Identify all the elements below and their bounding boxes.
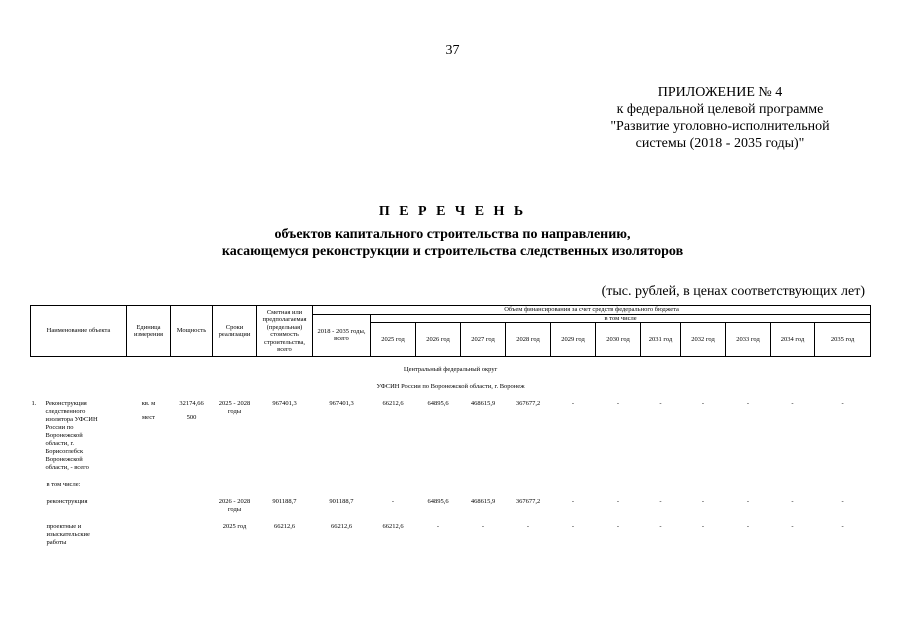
table-row: [31, 400, 871, 472]
appendix-header: [560, 84, 880, 152]
header-year: 2031 год: [641, 323, 681, 357]
header-unit: Единица измерения: [127, 306, 171, 357]
table-row: [31, 523, 871, 547]
document-title: П Е Р Е Ч Е Н Ь: [378, 204, 527, 219]
page-number: 37: [445, 43, 460, 58]
year-value: -: [616, 498, 620, 505]
year-value: -: [616, 523, 620, 530]
year-value: -: [841, 400, 844, 407]
year-value: -: [791, 523, 794, 530]
year-value: 367677,2: [515, 498, 541, 505]
year-value: 367677,2: [515, 400, 541, 407]
header-including: в том числе: [371, 314, 871, 323]
year-value: -: [526, 523, 530, 530]
year-value: 64895,6: [427, 400, 449, 407]
year-value: 64895,6: [427, 498, 449, 505]
district-row: [31, 366, 871, 374]
year-value: -: [571, 400, 575, 407]
header-year: 2027 год: [461, 323, 506, 357]
object-estimate: 967401,3: [272, 400, 297, 407]
year-value: -: [481, 523, 485, 530]
year-value: 66212,6: [382, 523, 404, 530]
header-year: 2026 год: [416, 323, 461, 357]
header-year: 2035 год: [815, 323, 871, 357]
year-value: -: [659, 498, 662, 505]
appendix-line-4: системы (2018 - 2035 годы)": [635, 136, 805, 151]
object-unit: кв. м: [141, 400, 156, 407]
table-row: [31, 498, 871, 514]
district-label: Центральный федеральный округ: [403, 366, 498, 373]
year-value: -: [571, 498, 575, 505]
header-period: Сроки реализации: [213, 306, 257, 357]
object-name: Реконструкция следственного изолятора УФСИН России по Воронежской области, г. Борисоглебск Воронежской области, - всего: [45, 400, 98, 471]
header-total: 2018 - 2035 годы, всего: [313, 314, 371, 357]
year-value: -: [436, 523, 440, 530]
row-name: реконструкция: [46, 498, 88, 505]
year-value: -: [841, 498, 844, 505]
row-estimate: 901188,7: [272, 498, 297, 505]
year-value: -: [746, 400, 750, 407]
subtitle-line-2: касающемуся реконструкции и строительства следственных изоляторов: [221, 244, 684, 259]
row-estimate: 66212,6: [273, 523, 296, 530]
year-value: -: [746, 498, 750, 505]
header-estimate: Сметная или предполагаемая (предельная) стоимость строительства, всего: [257, 306, 313, 357]
object-unit-cell: [127, 400, 171, 472]
year-value: -: [701, 498, 705, 505]
appendix-line-1: ПРИЛОЖЕНИЕ № 4: [657, 85, 783, 100]
header-year: 2034 год: [771, 323, 815, 357]
table-header: [31, 306, 871, 357]
header-year: 2028 год: [506, 323, 551, 357]
year-value: 66212,6: [382, 400, 404, 407]
year-value: -: [659, 400, 662, 407]
object-capacity-2: 500: [186, 414, 197, 421]
year-value: 468615,9: [470, 400, 496, 407]
year-value: -: [616, 400, 620, 407]
document-subtitle: [0, 226, 905, 260]
header-year: 2025 год: [371, 323, 416, 357]
row-period: 2025 год: [222, 523, 247, 530]
header-funding: Объем финансирования за счет средств федерального бюджета: [313, 306, 871, 315]
object-period: 2025 - 2028 годы: [218, 400, 251, 415]
subtitle-line-1: объектов капитального строительства по направлению,: [274, 227, 631, 242]
header-year: 2030 год: [596, 323, 641, 357]
year-value: -: [791, 498, 794, 505]
year-value: -: [701, 400, 705, 407]
header-year: 2032 год: [681, 323, 726, 357]
year-value: -: [391, 498, 395, 505]
object-name-cell: [31, 400, 127, 472]
row-name: [31, 523, 127, 547]
year-value: -: [659, 523, 662, 530]
object-capacity-cell: [171, 400, 213, 472]
year-value: -: [841, 523, 844, 530]
header-capacity: Мощность: [171, 306, 213, 357]
header-name: Наименование объекта: [31, 306, 127, 357]
financing-table: [30, 305, 871, 547]
row-name-text: проектные и изыскательские работы: [46, 523, 90, 546]
appendix-line-3: "Развитие уголовно-исполнительной: [610, 119, 830, 134]
object-total: 967401,3: [329, 400, 354, 407]
object-number: 1.: [31, 400, 37, 407]
department-label: УФСИН России по Воронежской области, г. Воронеж: [376, 383, 525, 390]
row-total: 66212,6: [330, 523, 353, 530]
department-row: [31, 383, 871, 391]
including-label: в том числе:: [46, 481, 81, 488]
header-year: 2029 год: [551, 323, 596, 357]
row-period: 2026 - 2028 годы: [218, 498, 251, 513]
object-unit-2: мест: [142, 414, 155, 421]
year-value: -: [701, 523, 705, 530]
object-capacity: 32174,66: [179, 400, 204, 407]
row-total: 901188,7: [329, 498, 354, 505]
units-note: (тыс. рублей, в ценах соответствующих лет): [601, 284, 865, 299]
year-value: -: [571, 523, 575, 530]
appendix-line-2: к федеральной целевой программе: [616, 102, 824, 117]
including-row: [31, 481, 871, 489]
year-value: 468615,9: [470, 498, 496, 505]
year-value: -: [791, 400, 794, 407]
header-year: 2033 год: [726, 323, 771, 357]
year-value: -: [746, 523, 750, 530]
